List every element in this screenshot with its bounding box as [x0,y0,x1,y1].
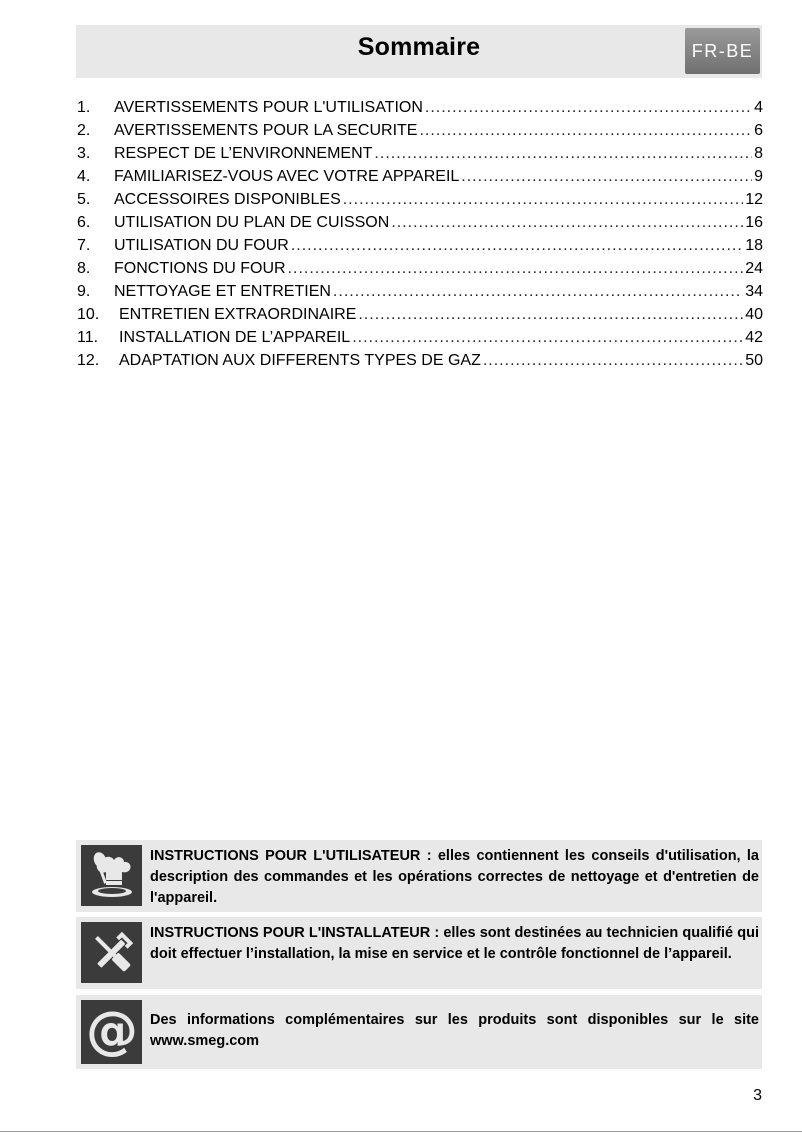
table-of-contents [77,96,763,372]
toc-number: 8. [77,260,91,277]
header-bar [76,25,762,78]
toc-title: UTILISATION DU FOUR [114,237,289,254]
toc-entry[interactable] [77,326,763,349]
toc-title: AVERTISSEMENTS POUR L'UTILISATION [114,99,423,116]
toc-number: 1. [77,99,91,116]
toc-entry[interactable] [77,303,763,326]
toc-number: 6. [77,214,91,231]
toc-page-number: 9 [754,168,763,185]
web-info-text: Des informations complémentaires sur les produits sont disponibles sur le site www.smeg.com [150,1012,759,1049]
toc-title: UTILISATION DU PLAN DE CUISSON [114,214,390,231]
toc-entry[interactable] [77,280,763,303]
at-sign-icon [81,1000,142,1064]
toc-number: 9. [77,283,91,300]
toc-leader [391,211,743,234]
toc-page-number: 40 [745,306,763,323]
toc-leader [483,349,743,372]
toc-leader [352,326,743,349]
toc-page-number: 50 [745,352,763,369]
toc-leader [288,257,744,280]
tools-icon [81,922,142,983]
toc-title: ADAPTATION AUX DIFFERENTS TYPES DE GAZ [119,352,481,369]
toc-page-number: 42 [745,329,763,346]
toc-title: INSTALLATION DE L’APPAREIL [119,329,351,346]
toc-title: NETTOYAGE ET ENTRETIEN [114,283,331,300]
toc-number: 5. [77,191,91,208]
toc-number: 2. [77,122,91,139]
toc-title: AVERTISSEMENTS POUR LA SECURITE [114,122,418,139]
toc-number: 11. [77,329,99,346]
toc-title: RESPECT DE L’ENVIRONNEMENT [114,145,373,162]
toc-title: ENTRETIEN EXTRAORDINAIRE [119,306,357,323]
toc-page-number: 18 [745,237,763,254]
toc-leader [374,142,752,165]
toc-entry[interactable] [77,96,763,119]
toc-entry[interactable] [77,188,763,211]
toc-entry[interactable] [77,165,763,188]
web-info-box [76,995,762,1069]
installer-instructions-text: INSTRUCTIONS POUR L'INSTALLATEUR : elles sont destinées au technicien qualifié qui doit effectuer l’installation, la mise en service et le contrôle fonctionnel de l’appareil. [150,925,759,962]
toc-page-number: 12 [745,191,763,208]
chef-icon [81,845,142,906]
toc-leader [291,234,743,257]
user-instructions-text: INSTRUCTIONS POUR L'UTILISATEUR : elles contiennent les conseils d'utilisation, la description des commandes et les opérations correctes de nettoyage et d'entretien de l'appareil. [150,848,759,906]
toc-number: 10. [77,306,100,323]
toc-entry[interactable] [77,142,763,165]
user-instructions-box [76,840,762,912]
toc-entry[interactable] [77,211,763,234]
toc-number: 7. [77,237,91,254]
toc-leader [461,165,752,188]
bottom-divider [0,1131,802,1132]
toc-leader [419,119,752,142]
installer-instructions-box [76,917,762,989]
toc-number: 12. [77,352,100,369]
toc-number: 4. [77,168,91,185]
toc-leader [425,96,752,119]
svg-text:@: @ [85,1004,138,1060]
toc-page-number: 4 [754,99,763,116]
toc-leader [343,188,743,211]
toc-page-number: 16 [745,214,763,231]
toc-title: FAMILIARISEZ-VOUS AVEC VOTRE APPAREIL [114,168,460,185]
toc-page-number: 34 [745,283,763,300]
toc-entry[interactable] [77,119,763,142]
toc-leader [333,280,743,303]
toc-title: ACCESSOIRES DISPONIBLES [114,191,341,208]
toc-page-number: 6 [754,122,763,139]
toc-page-number: 8 [754,145,763,162]
toc-entry[interactable] [77,257,763,280]
toc-page-number: 24 [745,260,763,277]
toc-number: 3. [77,145,91,162]
toc-entry[interactable] [77,349,763,372]
toc-title: FONCTIONS DU FOUR [114,260,286,277]
page-title: Sommaire [357,33,481,61]
page-number: 3 [753,1087,762,1104]
toc-leader [358,303,743,326]
language-badge: FR-BE [685,28,760,74]
toc-entry[interactable] [77,234,763,257]
